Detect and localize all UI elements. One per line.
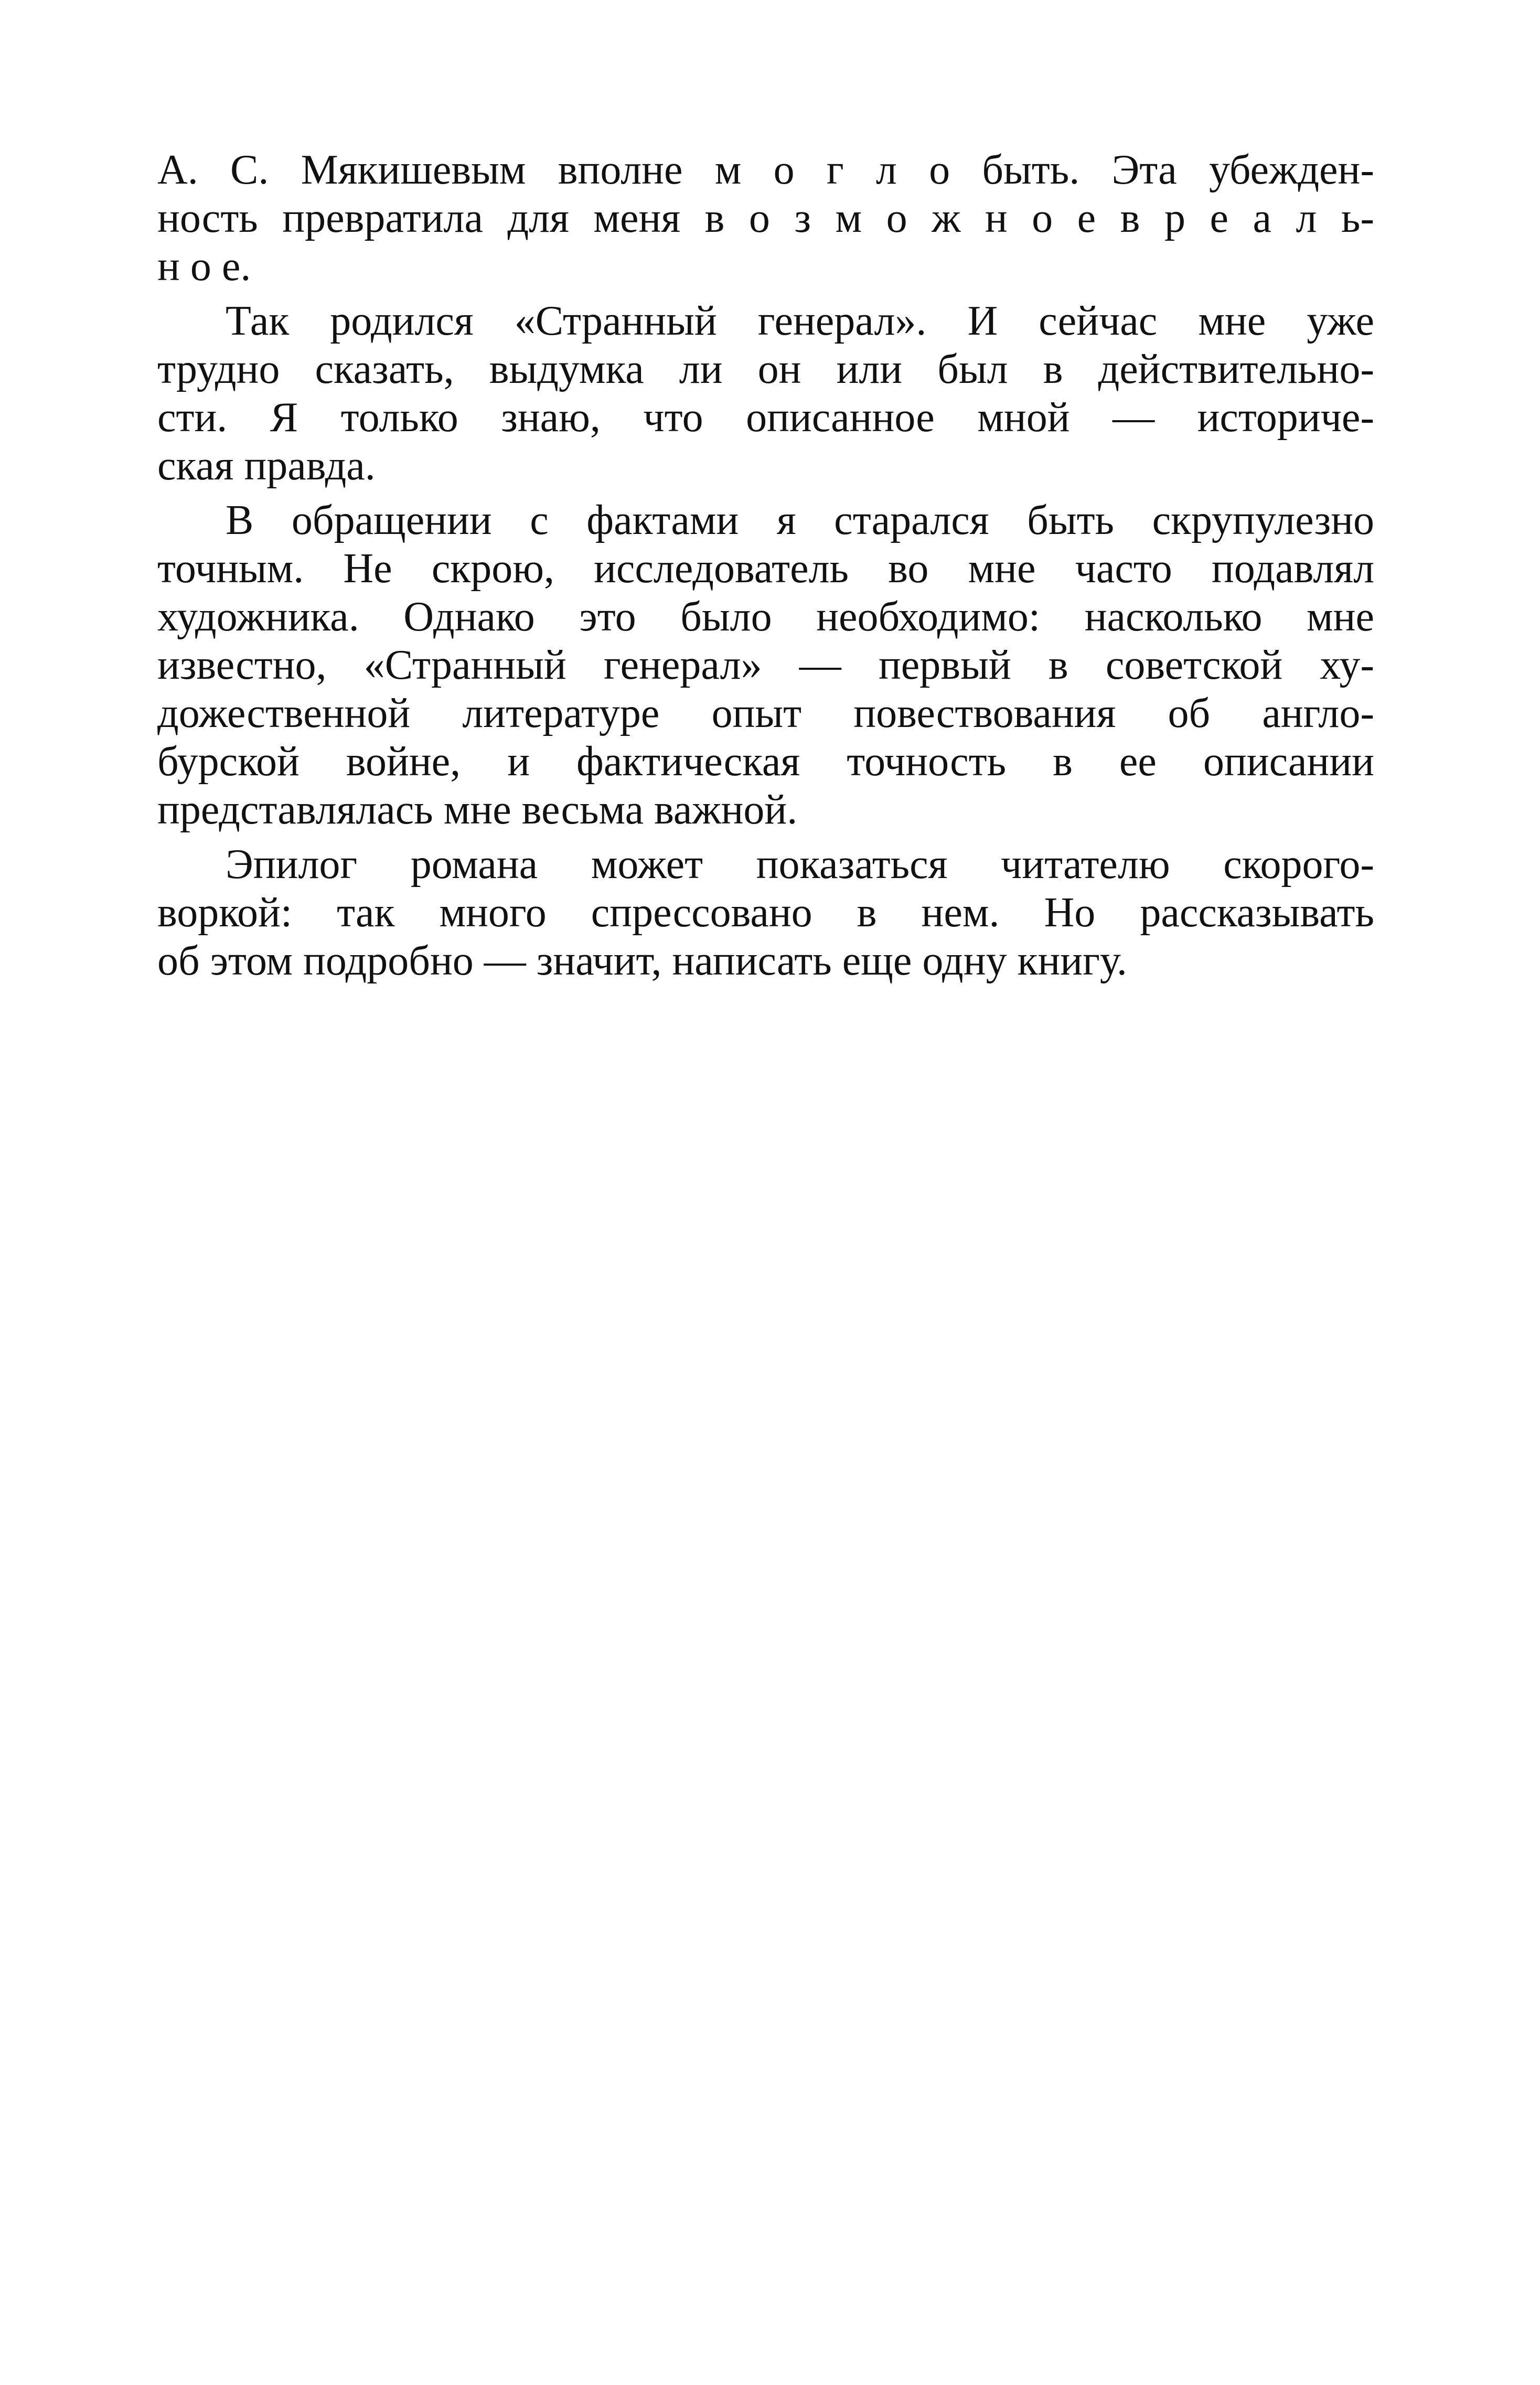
text-line: ность превратила для меня в о з м о ж н о е в р е а л ь- xyxy=(157,195,1374,241)
text-line: Эпилог романа может показаться читателю скорого- xyxy=(226,841,1374,887)
text-line: дожественной литературе опыт повествования об англо- xyxy=(157,690,1374,736)
text-line: представлялась мне весьма важной. xyxy=(157,787,798,833)
text-line: трудно сказать, выдумка ли он или был в действительно- xyxy=(157,346,1374,392)
body-text xyxy=(157,146,1374,985)
text-line: Так родился «Странный генерал». И сейчас мне уже xyxy=(226,298,1374,344)
text-line: точным. Не скрою, исследователь во мне часто подавлял xyxy=(157,546,1374,592)
text-line: воркой: так много спрессовано в нем. Но рассказывать xyxy=(157,890,1374,936)
paragraph-gap xyxy=(157,291,1374,297)
paragraph-gap xyxy=(157,834,1374,840)
paragraph-2 xyxy=(157,297,1374,490)
text-line: ская правда. xyxy=(157,443,376,489)
text-line: бурской войне, и фактическая точность в ее описании xyxy=(157,739,1374,785)
text-line: об этом подробно — значит, написать еще одну книгу. xyxy=(157,938,1127,984)
text-line: художника. Однако это было необходимо: насколько мне xyxy=(157,594,1374,640)
text-line: сти. Я только знаю, что описанное мной — историче- xyxy=(157,394,1374,441)
text-line: известно, «Странный генерал» — первый в советской ху- xyxy=(157,642,1374,688)
text-line: н о е. xyxy=(157,243,251,290)
paragraph-1 xyxy=(157,146,1374,291)
text-line: А. С. Мякишевым вполне м о г л о быть. Эта убежден- xyxy=(157,147,1374,193)
paragraph-4 xyxy=(157,840,1374,985)
paragraph-gap xyxy=(157,490,1374,496)
text-line: В обращении с фактами я старался быть скрупулезно xyxy=(226,497,1374,543)
paragraph-3 xyxy=(157,496,1374,834)
